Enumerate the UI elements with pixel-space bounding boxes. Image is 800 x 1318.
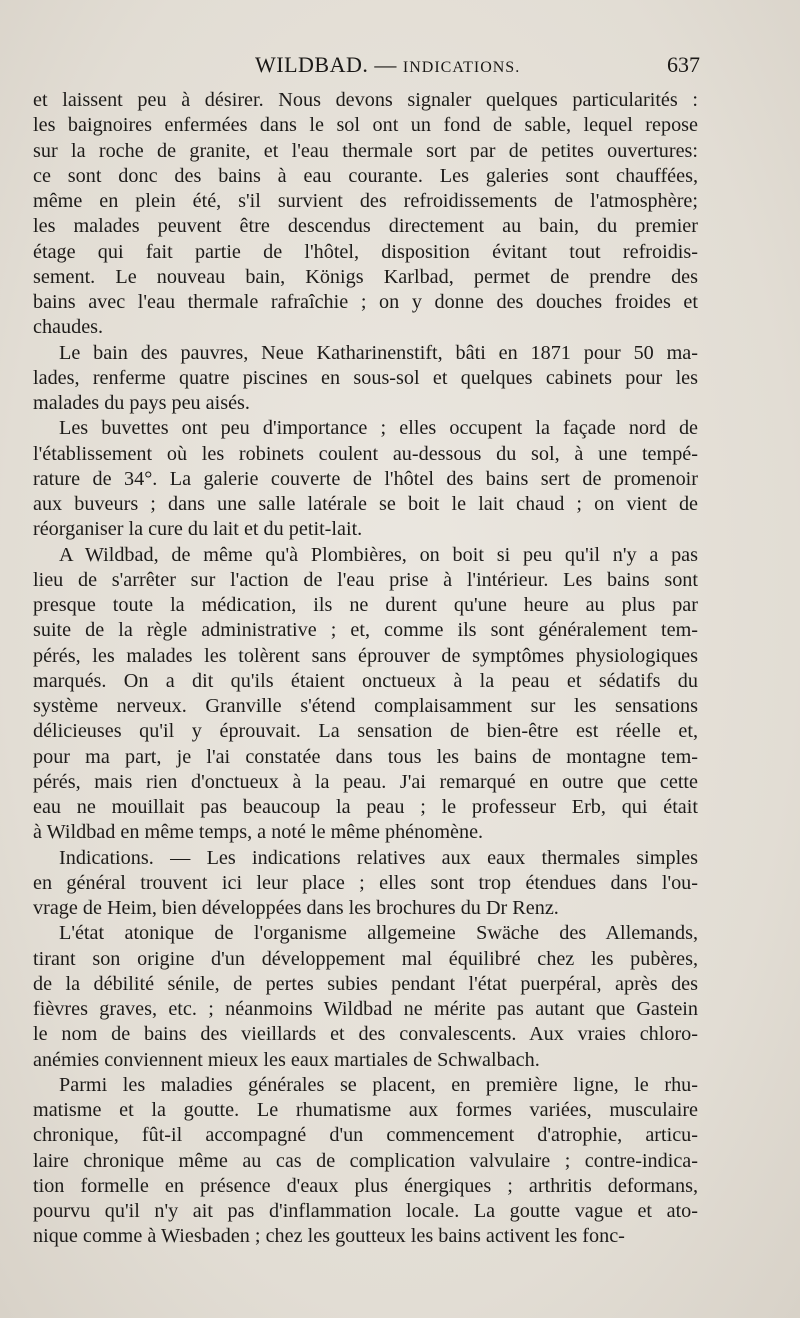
text-line: sement. Le nouveau bain, Königs Karlbad, permet de prendre des — [33, 265, 698, 288]
text-line: système nerveux. Granville s'étend complaisamment sur les sensations — [33, 695, 698, 717]
text-line: aux buveurs ; dans une salle latérale se boit le lait chaud ; on vient de — [33, 493, 698, 515]
text-line: pérés, mais rien d'onctueux à la peau. J'ai remarqué en outre que cette — [33, 770, 698, 793]
text-line: presque toute la médication, ils ne durent qu'une heure au plus par — [33, 594, 698, 616]
text-line: les malades peuvent être descendus directement au bain, du premier — [33, 215, 698, 238]
text-line: l'établissement où les robinets coulent au-dessous du sol, à une tempé- — [33, 442, 698, 465]
text-line: A Wildbad, de même qu'à Plombières, on boit si peu qu'il n'y a pas — [59, 543, 698, 566]
text-line: en général trouvent ici leur place ; elles sont trop étendues dans l'ou- — [33, 871, 698, 894]
text-line: pourvu qu'il n'y ait pas d'inflammation locale. La goutte vague et ato- — [33, 1200, 698, 1222]
text-line: laire chronique même au cas de complication valvulaire ; contre-indica- — [33, 1149, 698, 1172]
paragraph — [33, 846, 698, 922]
text-line: marqués. On a dit qu'ils étaient onctueux à la peau et sédatifs du — [33, 669, 698, 692]
text-line: L'état atonique de l'organisme allgemeine Swäche des Allemands, — [59, 922, 698, 945]
text-line: tion formelle en présence d'eaux plus énergiques ; arthritis deformans, — [33, 1174, 698, 1197]
paragraph — [33, 1073, 698, 1250]
text-line: Parmi les maladies générales se placent, en première ligne, le rhu- — [59, 1073, 698, 1096]
text-line: ce sont donc des bains à eau courante. Les galeries sont chauffées, — [33, 164, 698, 187]
text-line: nique comme à Wiesbaden ; chez les goutteux les bains activent les fonc- — [33, 1225, 625, 1248]
text-line: bains avec l'eau thermale rafraîchie ; on y donne des douches froides et — [33, 291, 698, 313]
text-line: réorganiser la cure du lait et du petit-lait. — [33, 518, 363, 541]
text-line: et laissent peu à désirer. Nous devons signaler quelques particularités : — [33, 89, 698, 111]
paragraph — [33, 921, 698, 1073]
text-line: même en plein été, s'il survient des refroidissements de l'atmosphère; — [33, 190, 698, 212]
text-line: lades, renferme quatre piscines en sous-sol et quelques cabinets pour les — [33, 366, 698, 389]
text-line: sur la roche de granite, et l'eau thermale sort par de petites ouvertures: — [33, 139, 698, 162]
text-line: pérés, les malades les tolèrent sans éprouver de symptômes physiologiques — [33, 644, 698, 667]
text-line: pour ma part, je l'ai constatée dans tous les bains de montagne tem- — [33, 745, 698, 768]
text-line: chaudes. — [33, 316, 104, 339]
text-line: à Wildbad en même temps, a noté le même phénomène. — [33, 821, 484, 844]
page-number: 637 — [667, 52, 700, 77]
text-line: malades du pays peu aisés. — [33, 392, 250, 414]
running-header — [33, 52, 700, 80]
text-line: Les buvettes ont peu d'importance ; elles occupent la façade nord de — [59, 417, 698, 440]
paragraph — [33, 416, 698, 542]
text-line: fièvres graves, etc. ; néanmoins Wildbad ne mérite pas autant que Gastein — [33, 998, 698, 1020]
text-line: Indications. — Les indications relatives aux eaux thermales simples — [59, 846, 698, 869]
text-line: matisme et la goutte. Le rhumatisme aux formes variées, musculaire — [33, 1099, 698, 1121]
running-title-small: INDICATIONS. — [402, 59, 521, 76]
paragraph — [33, 88, 698, 341]
text-line: anémies conviennent mieux les eaux martiales de Schwalbach. — [33, 1048, 540, 1071]
paragraph — [33, 543, 698, 846]
text-line: rature de 34°. La galerie couverte de l'hôtel des bains sert de promenoir — [33, 467, 698, 490]
text-line: le nom de bains des vieillards et des convalescents. Aux vraies chloro- — [33, 1023, 698, 1046]
running-title-main: WILDBAD. — — [255, 52, 403, 77]
text-line: lieu de s'arrêter sur l'action de l'eau prise à l'intérieur. Les bains sont — [33, 568, 698, 591]
paragraph — [33, 341, 698, 417]
text-line: les baignoires enfermées dans le sol ont un fond de sable, lequel repose — [33, 114, 698, 137]
text-line: eau ne mouillait pas beaucoup la peau ; le professeur Erb, qui était — [33, 796, 698, 818]
text-line: étage qui fait partie de l'hôtel, disposition évitant tout refroidis- — [33, 240, 698, 263]
running-title — [255, 52, 520, 78]
body-text — [33, 88, 698, 1250]
text-line: Le bain des pauvres, Neue Katharinenstift, bâti en 1871 pour 50 ma- — [59, 341, 698, 364]
text-line: tirant son origine d'un développement mal équilibré chez les pubères, — [33, 947, 698, 970]
text-line: suite de la règle administrative ; et, comme ils sont généralement tem- — [33, 619, 698, 642]
text-line: délicieuses qu'il y éprouvait. La sensation de bien-être est réelle et, — [33, 720, 698, 743]
text-line: chronique, fût-il accompagné d'un commencement d'atrophie, articu- — [33, 1124, 698, 1147]
text-line: vrage de Heim, bien développées dans les brochures du Dr Renz. — [33, 897, 559, 919]
text-line: de la débilité sénile, de pertes subies pendant l'état puerpéral, après des — [33, 972, 698, 995]
